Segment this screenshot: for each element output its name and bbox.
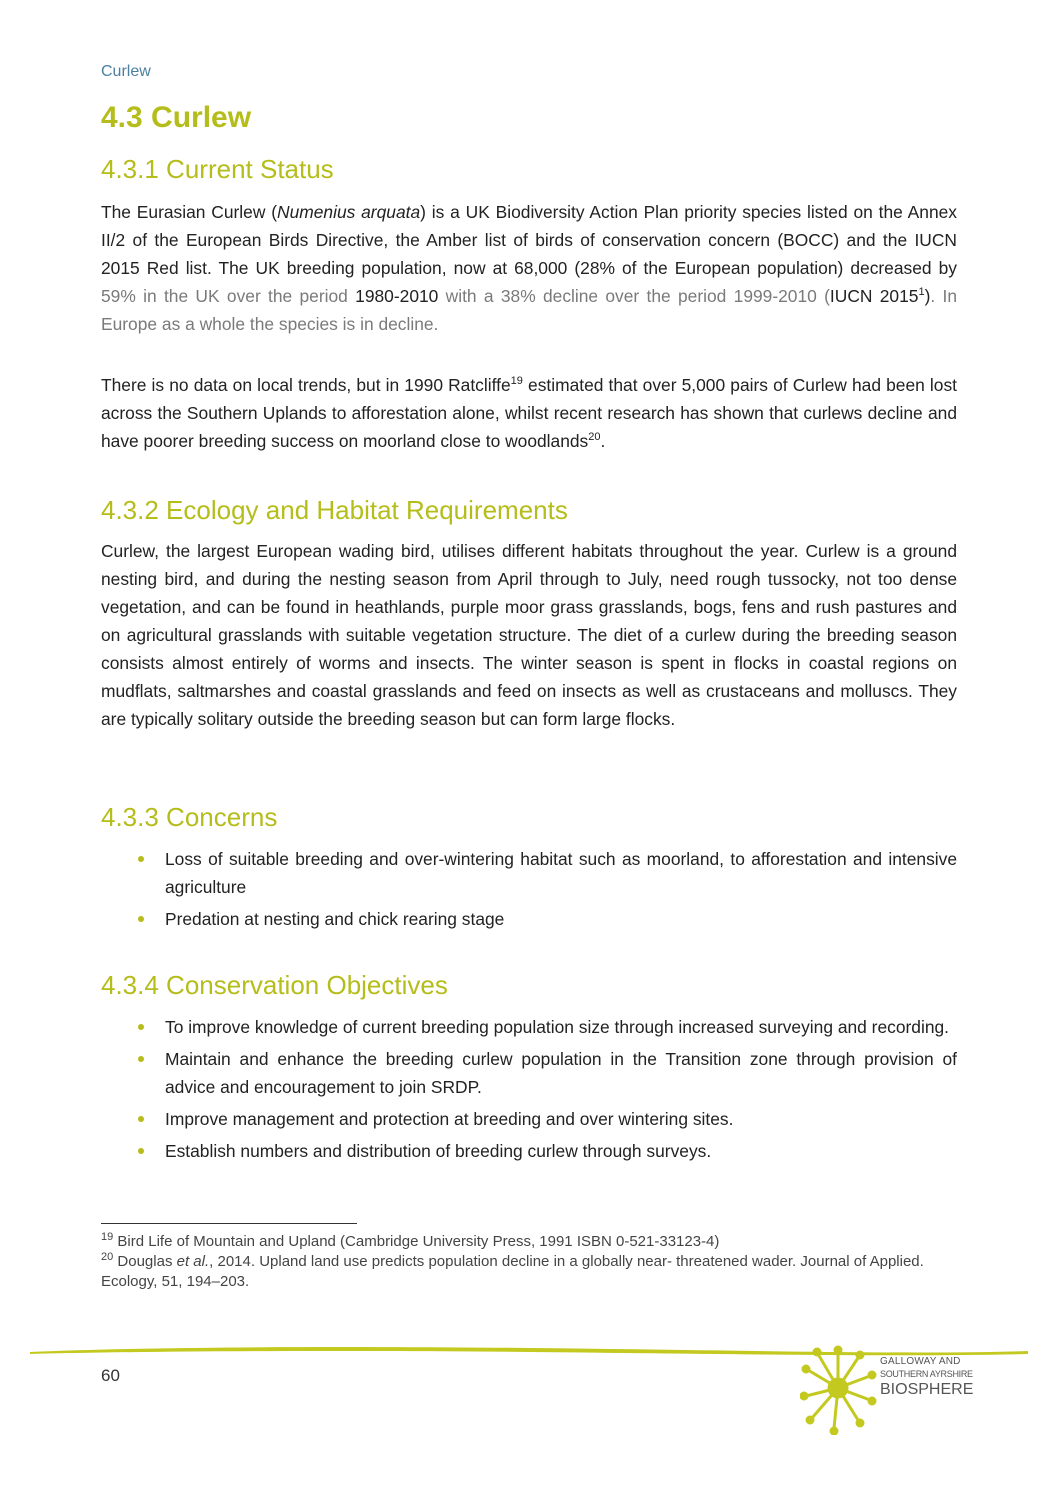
list-item: To improve knowledge of current breeding population size through increased surveying and recording. — [101, 1013, 957, 1041]
bullet-icon — [138, 856, 144, 862]
objectives-list — [101, 1013, 957, 1169]
section-title: 4.3 Curlew — [101, 101, 252, 134]
page-number: 60 — [101, 1366, 120, 1385]
footnote-ref-19[interactable]: 19 — [510, 375, 523, 388]
running-header: Curlew — [101, 63, 151, 80]
list-item: Maintain and enhance the breeding curlew population in the Transition zone through provision of advice and encouragement to join SRDP. — [101, 1045, 957, 1101]
sun-icon — [800, 1340, 878, 1435]
logo-text-line1: GALLOWAY AND — [880, 1356, 961, 1367]
bullet-icon — [138, 1056, 144, 1062]
list-item: Loss of suitable breeding and over-wintering habitat such as moorland, to afforestation and intensive agriculture — [101, 845, 957, 901]
heading-objectives: 4.3.4 Conservation Objectives — [101, 970, 448, 1000]
bullet-icon — [138, 1148, 144, 1154]
logo-text-line3: BIOSPHERE — [880, 1381, 974, 1398]
current-status-paragraph-1: The Eurasian Curlew (Numenius arquata) is a UK Biodiversity Action Plan priority species listed on the Annex II/2 of the European Birds Directive, the Amber list of birds of conservation concern (BOCC) and the IUCN 2015 Red list. The UK breeding population, now at 68,000 (28% of the European population) decreased by 59% in the UK over the period 1980-2010 with a 38% decline over the period 1999-2010 (IUCN 2015$^1$). In Europe as a whole the species is in decline. — [101, 202, 958, 334]
current-status-paragraph-2: There is no data on local trends, but in 1990 Ratcliffe$^{19}$ estimated that over 5,000 pairs of Curlew had been lost across the Southern Uplands to afforestation alone, whilst recent research has shown that curlews decline and have poorer breeding success on moorland close to woodlands$^{20}$. — [101, 375, 957, 451]
heading-current-status: 4.3.1 Current Status — [101, 154, 334, 184]
footnote-19: $^{19}$ Bird Life of Mountain and Upland (Cambridge University Press, 1991 ISBN 0-521-33123-4) — [101, 1231, 720, 1250]
footnotes — [101, 1232, 957, 1292]
logo-text-line2: SOUTHERN AYRSHIRE — [880, 1369, 973, 1379]
list-item: Improve management and protection at breeding and over wintering sites. — [101, 1105, 957, 1133]
concerns-list — [101, 845, 957, 937]
list-item: Predation at nesting and chick rearing stage — [101, 905, 957, 933]
biosphere-logo — [800, 1340, 975, 1440]
bullet-icon — [138, 1116, 144, 1122]
footnote-ref-20[interactable]: 20 — [588, 431, 601, 444]
list-item: Establish numbers and distribution of breeding curlew through surveys. — [101, 1137, 957, 1165]
bullet-icon — [138, 916, 144, 922]
bullet-icon — [138, 1024, 144, 1030]
footnote-20: $^{20}$ Douglas et al., 2014. Upland land use predicts population decline in a globally near- threatened wader. Journal of Applied. Ecology, 51, 194–203. — [101, 1251, 924, 1290]
footnote-divider — [101, 1223, 357, 1224]
heading-ecology: 4.3.2 Ecology and Habitat Requirements — [101, 495, 568, 525]
ecology-paragraph: Curlew, the largest European wading bird, utilises different habitats throughout the year. Curlew is a ground nesting bird, and during the nesting season from April through to July, need rough tussocky, not too dense vegetation, and can be found in heathlands, purple moor grass grasslands, bogs, fens and rush pastures and on agricultural grasslands with suitable vegetation structure. The diet of a curlew during the breeding season consists almost entirely of worms and insects. The winter season is spent in flocks in coastal regions on mudflats, saltmarshes and coastal grasslands and feed on insects as well as crustaceans and molluscs. They are typically solitary outside the breeding season but can form large flocks. — [101, 541, 957, 729]
heading-concerns: 4.3.3 Concerns — [101, 802, 278, 832]
